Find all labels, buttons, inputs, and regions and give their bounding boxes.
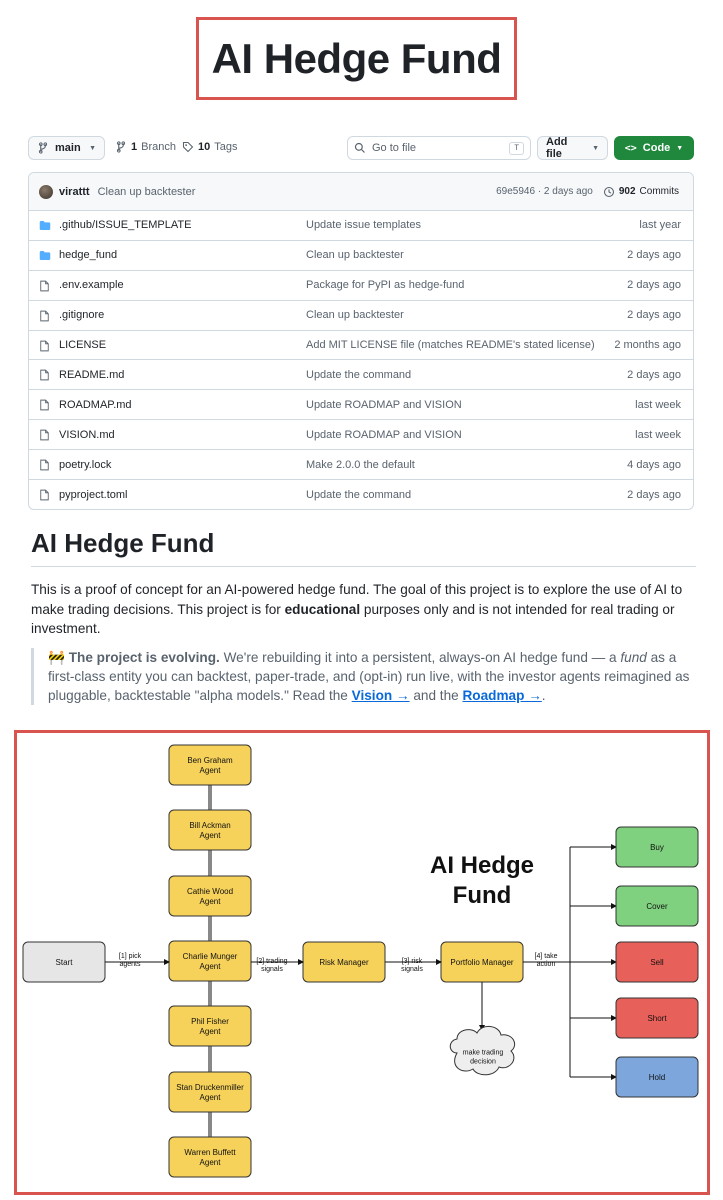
file-commit-message[interactable]: Update issue templates — [306, 219, 421, 232]
file-commit-message[interactable]: Update the command — [306, 368, 412, 381]
agent-node — [169, 1006, 251, 1046]
file-icon — [39, 489, 50, 504]
add-file-button[interactable] — [537, 136, 608, 160]
file-icon — [39, 429, 50, 444]
agent-node-label: Bill Ackman Agent — [189, 821, 231, 840]
file-name[interactable]: VISION.md — [59, 428, 115, 441]
file-row[interactable] — [29, 420, 693, 450]
file-commit-date: 2 days ago — [627, 279, 681, 292]
file-commit-message[interactable]: Clean up backtester — [306, 249, 404, 262]
latest-commit-bar — [29, 173, 693, 211]
file-name[interactable]: pyproject.toml — [59, 488, 128, 501]
file-icon — [39, 340, 50, 355]
tags-count: 10 — [198, 141, 211, 153]
architecture-diagram — [14, 730, 710, 1195]
tag-icon — [182, 141, 194, 153]
file-row[interactable] — [29, 271, 693, 301]
branches-label: Branch — [141, 141, 176, 153]
agent-node-label: Phil Fisher Agent — [191, 1017, 229, 1036]
file-commit-date: last week — [635, 428, 681, 441]
title-banner — [196, 17, 517, 100]
quote-text-b: as a first-class entity you can backtest, paper-trade, and (opt-in) run live, with the investor agents reimagined as pluggable, backtestable "alpha models." Read the — [48, 650, 690, 703]
branch-selector[interactable] — [28, 136, 105, 160]
edge-label-pick: [1] pick agents — [118, 953, 142, 968]
file-name[interactable]: .env.example — [59, 279, 124, 292]
file-commit-date: 2 months ago — [614, 339, 681, 351]
file-icon — [39, 459, 50, 474]
roadmap-link[interactable]: Roadmap → — [462, 688, 542, 703]
start-node-label: Start — [55, 958, 73, 967]
agent-node — [169, 876, 251, 916]
chevron-down-icon: ▼ — [89, 144, 96, 152]
file-name[interactable]: .gitignore — [59, 309, 105, 322]
search-icon — [354, 142, 366, 154]
action-node-label: Short — [647, 1014, 667, 1023]
agent-node-label: Ben Graham Agent — [187, 756, 233, 775]
file-row[interactable] — [29, 360, 693, 390]
risk-manager-node-label: Risk Manager — [319, 958, 369, 967]
file-commit-date: 2 days ago — [627, 488, 681, 501]
avatar[interactable] — [39, 185, 53, 199]
file-name[interactable]: ROADMAP.md — [59, 398, 132, 411]
file-commit-date: 2 days ago — [627, 309, 681, 322]
decision-label: make trading decision — [462, 1049, 504, 1066]
commit-message[interactable]: Clean up backtester — [97, 185, 196, 198]
action-node-label: Buy — [650, 843, 664, 852]
agent-node-label: Charlie Munger Agent — [182, 952, 238, 971]
chevron-down-icon: ▼ — [592, 144, 599, 152]
file-icon — [39, 399, 50, 414]
construction-icon: 🚧 — [48, 650, 65, 665]
agent-node — [169, 1072, 251, 1112]
file-commit-date: 4 days ago — [627, 458, 681, 471]
add-file-label: Add file — [546, 136, 568, 160]
intro-text-b: purposes only and is not intended for real trading or investment. — [31, 601, 675, 636]
agent-node — [169, 941, 251, 981]
file-row[interactable] — [29, 480, 693, 510]
chevron-down-icon: ▼ — [676, 144, 684, 152]
readme-divider — [31, 566, 696, 567]
file-icon — [39, 280, 50, 295]
vision-link[interactable]: Vision → — [351, 688, 410, 703]
file-commit-message[interactable]: Update ROADMAP and VISION — [306, 428, 462, 441]
code-icon: <> — [624, 142, 637, 154]
file-row[interactable] — [29, 331, 693, 361]
commits-history-link[interactable] — [603, 186, 679, 198]
quote-text-d: . — [541, 688, 546, 703]
folder-icon — [39, 220, 51, 234]
file-row[interactable] — [29, 241, 693, 271]
action-node-label: Hold — [648, 1073, 666, 1082]
commits-count: 902 — [618, 186, 636, 197]
branch-name: main — [55, 142, 81, 154]
branches-count: 1 — [131, 141, 138, 153]
branches-link[interactable] — [115, 141, 176, 153]
history-icon — [603, 186, 615, 198]
search-input[interactable] — [372, 142, 502, 154]
readme-blockquote — [31, 648, 696, 705]
commit-author[interactable]: virattt — [59, 185, 90, 198]
edge-label-action: [4] take action — [534, 953, 558, 968]
file-row[interactable] — [29, 450, 693, 480]
file-commit-date: 2 days ago — [627, 249, 681, 262]
edge-label-signals: [2] trading signals — [256, 958, 288, 973]
file-row[interactable] — [29, 390, 693, 420]
branch-icon — [115, 141, 127, 153]
quote-text-a: We're rebuilding it into a persistent, always-on AI hedge fund — a — [219, 650, 621, 665]
readme-intro — [31, 580, 696, 639]
file-commit-message[interactable]: Make 2.0.0 the default — [306, 458, 415, 471]
file-commit-message[interactable]: Clean up backtester — [306, 309, 404, 322]
file-name[interactable]: .github/ISSUE_TEMPLATE — [59, 219, 192, 232]
branch-icon — [37, 142, 49, 154]
file-name[interactable]: LICENSE — [59, 339, 107, 351]
action-node-label: Sell — [650, 958, 664, 967]
agent-node — [169, 745, 251, 785]
file-commit-date: 2 days ago — [627, 368, 681, 381]
file-icon — [39, 369, 50, 384]
agent-node-label: Stan Druckenmiller Agent — [176, 1083, 244, 1102]
quote-text-c: and the — [409, 688, 463, 703]
action-node-label: Cover — [646, 902, 668, 911]
commits-label: Commits — [639, 186, 679, 197]
commit-hash-time[interactable]: 69e5946 · 2 days ago — [496, 186, 593, 197]
go-to-file-search[interactable] — [347, 136, 531, 160]
code-label: Code — [642, 142, 671, 154]
edge-label-risk: [3] risk signals — [401, 958, 423, 973]
portfolio-manager-node-label: Portfolio Manager — [450, 958, 514, 967]
quote-italic: fund — [620, 650, 647, 665]
banner-title: AI Hedge Fund — [211, 34, 502, 82]
tags-label: Tags — [214, 141, 238, 153]
tags-link[interactable] — [182, 141, 238, 153]
file-commit-message[interactable]: Add MIT LICENSE file (matches README's stated license) — [306, 339, 595, 351]
file-name[interactable]: poetry.lock — [59, 458, 112, 471]
intro-bold: educational — [284, 601, 361, 617]
file-commit-message[interactable]: Update ROADMAP and VISION — [306, 398, 462, 411]
diagram-canvas — [17, 733, 707, 1192]
file-name[interactable]: hedge_fund — [59, 249, 118, 262]
file-icon — [39, 310, 50, 325]
quote-bold: The project is evolving. — [68, 650, 220, 665]
agent-node — [169, 1137, 251, 1177]
file-commit-message[interactable]: Update the command — [306, 488, 412, 501]
agent-node-label: Cathie Wood Agent — [186, 887, 234, 906]
file-name[interactable]: README.md — [59, 368, 125, 381]
intro-text-a: This is a proof of concept for an AI-powered hedge fund. The goal of this project is to explore the use of AI to make trading decisions. This project is for — [31, 582, 683, 617]
folder-icon — [39, 250, 51, 264]
file-commit-message[interactable]: Package for PyPI as hedge-fund — [306, 279, 465, 292]
agent-node — [169, 810, 251, 850]
file-commit-date: last week — [635, 398, 681, 411]
keyboard-shortcut-hint: T — [509, 142, 524, 155]
agent-node-label: Warren Buffett Agent — [184, 1148, 236, 1167]
readme-heading: AI Hedge Fund — [31, 528, 215, 558]
file-row[interactable] — [29, 211, 693, 241]
file-browser — [28, 172, 694, 510]
file-row[interactable] — [29, 301, 693, 331]
code-button[interactable] — [614, 136, 694, 160]
diagram-title: AI Hedge Fund — [429, 852, 535, 909]
file-commit-date: last year — [639, 219, 681, 232]
